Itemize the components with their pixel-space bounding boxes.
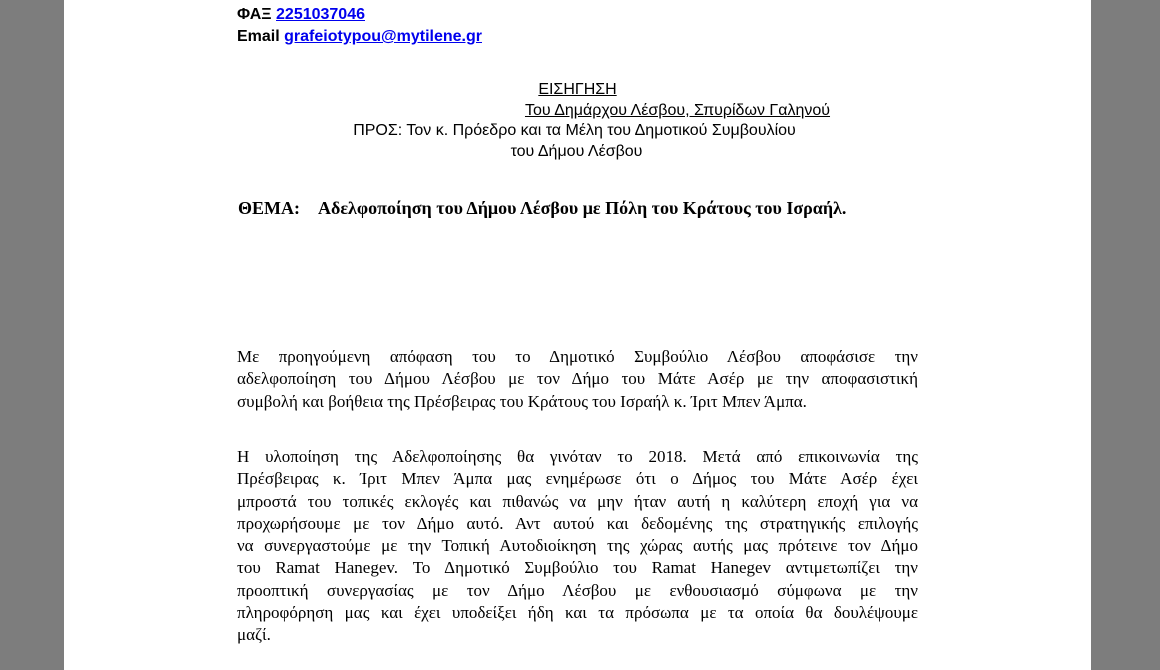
paragraph-line: αδελφοποίηση του Δήμου Λέσβου με τον Δήμο του Μάτε Ασέρ με την αποφασιστική (237, 369, 918, 389)
subject-text: Αδελφοποίηση του Δήμου Λέσβου με Πόλη του Κράτους του Ισραήλ. (318, 198, 847, 218)
paragraph-line: προοπτική συνεργασίας με τον Δήμο Λέσβου με ενθουσιασμό σύμφωνα με την (237, 580, 918, 600)
paragraph-line: να συνεργαστούμε με την Τοπική Αυτοδιοίκηση της χώρας αυτής μας πρότεινε τον Δήμο (237, 536, 918, 556)
paragraph-line: μπροστά του τοπικές εκλογές και πιθανώς να μην ήταν αυτή η καλύτερη εποχή για να (237, 491, 918, 511)
paragraph-line: προχωρήσουμε με τον Δήμο αυτό. Αντ αυτού και δεδομένης της στρατηγικής επιλογής (237, 513, 918, 533)
paragraph-line: του Ramat Hanegev. Το Δημοτικό Συμβούλιο του Ramat Hanegev αντιμετωπίζει την (237, 558, 918, 578)
document-page (64, 0, 1091, 670)
paragraph-line: Με προηγούμενη απόφαση του το Δημοτικό Συμβούλιο Λέσβου αποφάσισε την (237, 347, 918, 366)
paragraph-line: μαζί. (237, 625, 271, 645)
fax-label: ΦΑΞ (237, 6, 272, 23)
author-line: Του Δημάρχου Λέσβου, Σπυρίδων Γαληνού (524, 102, 831, 119)
fax-number-link[interactable]: 2251037046 (276, 6, 365, 23)
recipient-line: ΠΡΟΣ: Τον κ. Πρόεδρο και τα Μέλη του Δημοτικού Συμβουλίου (353, 122, 796, 139)
paragraph-line: Η υλοποίηση της Αδελφοποίησης θα γινόταν το 2018. Μετά από επικοινωνία της (237, 447, 918, 466)
recipient-line-2: του Δήμου Λέσβου (510, 143, 643, 160)
paragraph-line: Πρέσβειρας κ. Ίριτ Μπεν Άμπα μας ενημέρωσε ότι ο Δήμος του Μάτε Ασέρ έχει (237, 469, 918, 489)
document-title: ΕΙΣΗΓΗΣΗ (538, 81, 617, 98)
subject-line (238, 198, 846, 219)
paragraph-line: πληροφόρηση μας και έχει υποδείξει ήδη και τα πρόσωπα με τα οποία θα δουλέψουμε (237, 603, 918, 623)
paragraph-2 (237, 446, 918, 647)
fax-line (237, 6, 365, 24)
paragraph-line: συμβολή και βοήθεια της Πρέσβειρας του Κράτους του Ισραήλ κ. Ίριτ Μπεν Άμπα. (237, 391, 807, 411)
subject-label: ΘΕΜΑ: (238, 198, 300, 218)
email-link[interactable]: grafeiotypou@mytilene.gr (284, 28, 482, 45)
paragraph-1 (237, 346, 918, 413)
email-label: Email (237, 28, 280, 45)
email-line (237, 28, 482, 46)
